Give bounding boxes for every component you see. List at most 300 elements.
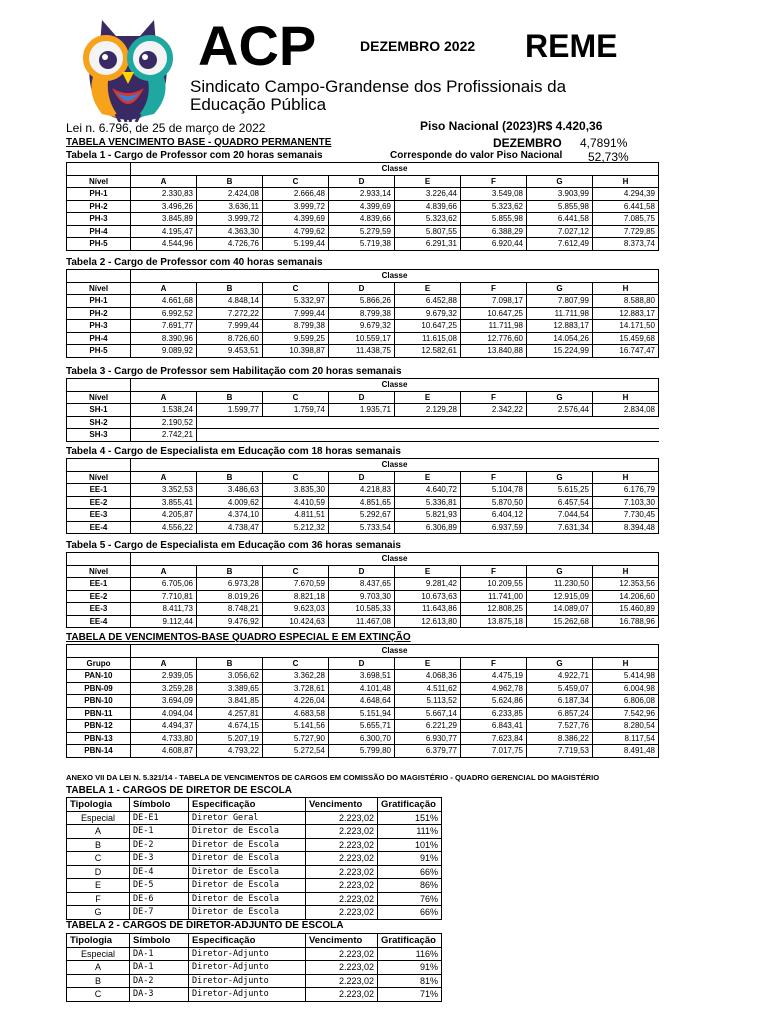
- value-cell: 6.920,44: [461, 238, 527, 251]
- value-cell: 4.218,83: [329, 484, 395, 497]
- value-cell: 6.187,34: [527, 695, 593, 708]
- column-header: D: [329, 657, 395, 670]
- table-row: [67, 295, 659, 308]
- row-label: PH-5: [67, 238, 131, 251]
- value-cell: 8.117,54: [593, 732, 659, 745]
- row-label: SH-3: [67, 429, 131, 442]
- value-cell: 5.866,26: [329, 295, 395, 308]
- column-header: H: [593, 391, 659, 404]
- value-cell: 6.306,89: [395, 521, 461, 534]
- value-cell: 9.453,51: [197, 345, 263, 358]
- diretor-table: [66, 797, 442, 920]
- table-row: [67, 332, 659, 345]
- vencimento-cell: 2.223,02: [306, 974, 378, 988]
- value-cell: 12.808,25: [461, 603, 527, 616]
- classe-header: Classe: [131, 645, 659, 658]
- column-header: E: [395, 282, 461, 295]
- value-cell: 7.098,17: [461, 295, 527, 308]
- value-cell: 3.549,08: [461, 188, 527, 201]
- value-cell: 3.362,28: [263, 670, 329, 683]
- adjunto-table-title: TABELA 2 - CARGOS DE DIRETOR-ADJUNTO DE ESCOLA: [66, 920, 344, 931]
- value-cell: 5.855,98: [527, 200, 593, 213]
- value-cell: 2.330,83: [131, 188, 197, 201]
- value-cell: 16.747,47: [593, 345, 659, 358]
- value-cell: 5.141,56: [263, 720, 329, 733]
- value-cell: 4.475,19: [461, 670, 527, 683]
- tipologia-cell: A: [67, 961, 130, 975]
- lei-reference: Lei n. 6.796, de 25 de março de 2022: [66, 121, 266, 135]
- especificacao-cell: Diretor de Escola: [189, 879, 306, 893]
- value-cell: 5.207,19: [197, 732, 263, 745]
- value-cell: 6.705,06: [131, 578, 197, 591]
- column-header: Símbolo: [130, 798, 189, 812]
- value-cell: 3.636,11: [197, 200, 263, 213]
- value-cell: 3.389,65: [197, 682, 263, 695]
- tipologia-cell: C: [67, 988, 130, 1002]
- value-cell: 4.738,47: [197, 521, 263, 534]
- value-cell: 14.089,07: [527, 603, 593, 616]
- simbolo-cell: DA-2: [130, 974, 189, 988]
- value-cell: 2.129,28: [395, 404, 461, 417]
- value-cell: 6.404,12: [461, 509, 527, 522]
- value-cell: 5.667,14: [395, 707, 461, 720]
- row-label: PBN-13: [67, 732, 131, 745]
- table-row: [67, 947, 442, 961]
- value-cell: 4.962,78: [461, 682, 527, 695]
- column-header: Vencimento: [306, 934, 378, 948]
- table-row: [67, 238, 659, 251]
- tipologia-cell: Especial: [67, 811, 130, 825]
- tipologia-cell: D: [67, 865, 130, 879]
- table-row: [67, 865, 442, 879]
- gratificacao-cell: 66%: [378, 906, 442, 920]
- value-cell: 8.726,60: [197, 332, 263, 345]
- column-header: E: [395, 657, 461, 670]
- piso-value: R$ 4.420,36: [537, 119, 603, 133]
- value-cell: 8.280,54: [593, 720, 659, 733]
- value-cell: 4.851,65: [329, 496, 395, 509]
- value-cell: 7.527,76: [527, 720, 593, 733]
- table-row: [67, 345, 659, 358]
- tipologia-cell: B: [67, 974, 130, 988]
- value-cell: 3.855,41: [131, 496, 197, 509]
- value-cell: 5.655,71: [329, 720, 395, 733]
- value-cell: 8.437,65: [329, 578, 395, 591]
- value-cell: 4.811,51: [263, 509, 329, 522]
- row-label: EE-4: [67, 615, 131, 628]
- value-cell: 11.643,86: [395, 603, 461, 616]
- table-row: [67, 225, 659, 238]
- column-header: F: [461, 471, 527, 484]
- value-cell: 5.870,50: [461, 496, 527, 509]
- value-cell: [461, 416, 527, 429]
- value-cell: 9.089,92: [131, 345, 197, 358]
- value-cell: 3.486,63: [197, 484, 263, 497]
- column-header: C: [263, 175, 329, 188]
- gratificacao-cell: 71%: [378, 988, 442, 1002]
- value-cell: 11.438,75: [329, 345, 395, 358]
- column-header: B: [197, 471, 263, 484]
- column-header: E: [395, 565, 461, 578]
- value-cell: 6.452,88: [395, 295, 461, 308]
- value-cell: 6.992,52: [131, 307, 197, 320]
- value-cell: 8.394,48: [593, 521, 659, 534]
- value-cell: 10.673,63: [395, 590, 461, 603]
- gratificacao-cell: 111%: [378, 825, 442, 839]
- especificacao-cell: Diretor-Adjunto: [189, 974, 306, 988]
- table-row: [67, 416, 659, 429]
- value-cell: 2.424,08: [197, 188, 263, 201]
- vencimento-cell: 2.223,02: [306, 838, 378, 852]
- table-row: [67, 213, 659, 226]
- blank-cell: [67, 553, 131, 566]
- row-head-label: Grupo: [67, 657, 131, 670]
- especificacao-cell: Diretor de Escola: [189, 852, 306, 866]
- column-header: B: [197, 657, 263, 670]
- row-label: PBN-14: [67, 745, 131, 758]
- table-title: Tabela 1 - Cargo de Professor com 20 horas semanais: [66, 150, 323, 161]
- value-cell: [395, 429, 461, 442]
- value-cell: 4.205,87: [131, 509, 197, 522]
- table-title: Tabela 4 - Cargo de Especialista em Educação com 18 horas semanais: [66, 446, 401, 457]
- simbolo-cell: DE-2: [130, 838, 189, 852]
- value-cell: 5.719,38: [329, 238, 395, 251]
- value-cell: 6.004,98: [593, 682, 659, 695]
- classe-header: Classe: [131, 459, 659, 472]
- column-header: F: [461, 391, 527, 404]
- value-cell: 6.857,24: [527, 707, 593, 720]
- tipologia-cell: G: [67, 906, 130, 920]
- column-header: E: [395, 391, 461, 404]
- column-header: Vencimento: [306, 798, 378, 812]
- table-row: [67, 838, 442, 852]
- column-header: F: [461, 657, 527, 670]
- value-cell: 3.226,44: [395, 188, 461, 201]
- value-cell: [461, 429, 527, 442]
- value-cell: 6.441,58: [527, 213, 593, 226]
- especificacao-cell: Diretor de Escola: [189, 865, 306, 879]
- section-title-permanente: TABELA VENCIMENTO BASE - QUADRO PERMANENTE: [66, 137, 332, 148]
- value-cell: 5.151,94: [329, 707, 395, 720]
- table-row: [67, 906, 442, 920]
- value-cell: 11.230,50: [527, 578, 593, 591]
- corresponde-label: Corresponde do valor Piso Nacional: [390, 150, 563, 161]
- column-header: B: [197, 391, 263, 404]
- table-row: [67, 852, 442, 866]
- column-header: G: [527, 565, 593, 578]
- gratificacao-cell: 76%: [378, 892, 442, 906]
- value-cell: 7.085,75: [593, 213, 659, 226]
- value-cell: 8.386,22: [527, 732, 593, 745]
- column-header: C: [263, 657, 329, 670]
- value-cell: 2.190,52: [131, 416, 197, 429]
- vencimento-cell: 2.223,02: [306, 947, 378, 961]
- value-cell: 5.459,07: [527, 682, 593, 695]
- table-row: [67, 811, 442, 825]
- table-row: [67, 720, 659, 733]
- value-cell: 4.363,30: [197, 225, 263, 238]
- value-cell: 13.840,88: [461, 345, 527, 358]
- value-cell: 10.398,87: [263, 345, 329, 358]
- value-cell: 8.390,96: [131, 332, 197, 345]
- table-row: [67, 509, 659, 522]
- column-header: A: [131, 565, 197, 578]
- value-cell: 3.728,61: [263, 682, 329, 695]
- table-row: [67, 707, 659, 720]
- value-cell: 1.599,77: [197, 404, 263, 417]
- value-cell: 7.670,59: [263, 578, 329, 591]
- blank-cell: [67, 379, 131, 392]
- table-row: [67, 429, 659, 442]
- corresponde-value: 52,73%: [588, 150, 629, 164]
- table-title: Tabela 5 - Cargo de Especialista em Educação com 36 horas semanais: [66, 540, 401, 551]
- value-cell: 12.883,17: [593, 307, 659, 320]
- row-label: EE-3: [67, 603, 131, 616]
- sindicato-name: Sindicato Campo-Grandense dos Profissionais da Educação Pública: [190, 77, 567, 114]
- table-row: [67, 521, 659, 534]
- value-cell: 4.226,04: [263, 695, 329, 708]
- value-cell: 2.742,21: [131, 429, 197, 442]
- column-header: C: [263, 282, 329, 295]
- table-row: [67, 988, 442, 1002]
- value-cell: 7.542,96: [593, 707, 659, 720]
- value-cell: 1.538,24: [131, 404, 197, 417]
- value-cell: [593, 429, 659, 442]
- value-cell: 4.556,22: [131, 521, 197, 534]
- value-cell: 8.799,38: [329, 307, 395, 320]
- value-cell: [395, 416, 461, 429]
- gratificacao-cell: 81%: [378, 974, 442, 988]
- value-cell: 4.009,62: [197, 496, 263, 509]
- value-cell: 9.599,25: [263, 332, 329, 345]
- simbolo-cell: DA-3: [130, 988, 189, 1002]
- column-header: H: [593, 565, 659, 578]
- blank-cell: [67, 163, 131, 176]
- value-cell: 7.719,53: [527, 745, 593, 758]
- column-header: Especificação: [189, 798, 306, 812]
- value-cell: 13.875,18: [461, 615, 527, 628]
- vencimento-cell: 2.223,02: [306, 906, 378, 920]
- value-cell: 6.843,41: [461, 720, 527, 733]
- dezembro-label: DEZEMBRO: [493, 136, 562, 150]
- especificacao-cell: Diretor de Escola: [189, 892, 306, 906]
- value-cell: 8.491,48: [593, 745, 659, 758]
- tipologia-cell: B: [67, 838, 130, 852]
- value-cell: [263, 416, 329, 429]
- value-cell: [197, 429, 263, 442]
- column-header: H: [593, 471, 659, 484]
- value-cell: 7.027,12: [527, 225, 593, 238]
- month-title: DEZEMBRO 2022: [360, 38, 476, 54]
- value-cell: 16.788,96: [593, 615, 659, 628]
- salary-table: [66, 162, 659, 251]
- gratificacao-cell: 66%: [378, 865, 442, 879]
- simbolo-cell: DE-4: [130, 865, 189, 879]
- value-cell: 8.373,74: [593, 238, 659, 251]
- value-cell: 2.666,48: [263, 188, 329, 201]
- value-cell: 5.332,97: [263, 295, 329, 308]
- gratificacao-cell: 151%: [378, 811, 442, 825]
- column-header: A: [131, 471, 197, 484]
- value-cell: 15.459,68: [593, 332, 659, 345]
- value-cell: 8.411,73: [131, 603, 197, 616]
- value-cell: 15.460,89: [593, 603, 659, 616]
- value-cell: 4.068,36: [395, 670, 461, 683]
- column-header: Gratificação: [378, 934, 442, 948]
- value-cell: 3.835,30: [263, 484, 329, 497]
- value-cell: 7.807,99: [527, 295, 593, 308]
- value-cell: [329, 429, 395, 442]
- value-cell: 7.710,81: [131, 590, 197, 603]
- value-cell: 5.199,44: [263, 238, 329, 251]
- column-header: B: [197, 282, 263, 295]
- column-header: H: [593, 175, 659, 188]
- value-cell: 4.410,59: [263, 496, 329, 509]
- value-cell: 10.647,25: [461, 307, 527, 320]
- value-cell: 11.741,00: [461, 590, 527, 603]
- gratificacao-cell: 86%: [378, 879, 442, 893]
- row-label: PAN-10: [67, 670, 131, 683]
- value-cell: 4.793,22: [197, 745, 263, 758]
- value-cell: [527, 416, 593, 429]
- column-header: D: [329, 471, 395, 484]
- especificacao-cell: Diretor de Escola: [189, 906, 306, 920]
- value-cell: 6.176,79: [593, 484, 659, 497]
- row-head-label: Nível: [67, 471, 131, 484]
- value-cell: 9.623,03: [263, 603, 329, 616]
- row-head-label: Nível: [67, 175, 131, 188]
- vencimento-cell: 2.223,02: [306, 811, 378, 825]
- value-cell: 5.799,80: [329, 745, 395, 758]
- salary-table: [66, 552, 659, 628]
- vencimento-cell: 2.223,02: [306, 825, 378, 839]
- vencimento-cell: 2.223,02: [306, 961, 378, 975]
- value-cell: 5.113,52: [395, 695, 461, 708]
- value-cell: 5.279,59: [329, 225, 395, 238]
- value-cell: 3.999,72: [263, 200, 329, 213]
- blank-cell: [67, 270, 131, 283]
- column-header: D: [329, 391, 395, 404]
- table-row: [67, 670, 659, 683]
- value-cell: 12.582,61: [395, 345, 461, 358]
- value-cell: 12.883,17: [527, 320, 593, 333]
- vencimento-cell: 2.223,02: [306, 988, 378, 1002]
- value-cell: 1.759,74: [263, 404, 329, 417]
- value-cell: 6.291,31: [395, 238, 461, 251]
- tipologia-cell: C: [67, 852, 130, 866]
- value-cell: 4.374,10: [197, 509, 263, 522]
- row-label: EE-4: [67, 521, 131, 534]
- table-row: [67, 603, 659, 616]
- value-cell: 3.841,85: [197, 695, 263, 708]
- simbolo-cell: DE-1: [130, 825, 189, 839]
- value-cell: 14.171,50: [593, 320, 659, 333]
- column-header: Gratificação: [378, 798, 442, 812]
- table-row: [67, 307, 659, 320]
- table-row: [67, 496, 659, 509]
- value-cell: 14.206,60: [593, 590, 659, 603]
- value-cell: 4.257,81: [197, 707, 263, 720]
- table-row: [67, 682, 659, 695]
- value-cell: 5.414,98: [593, 670, 659, 683]
- especificacao-cell: Diretor-Adjunto: [189, 988, 306, 1002]
- value-cell: 12.353,56: [593, 578, 659, 591]
- blank-cell: [67, 459, 131, 472]
- vencimento-cell: 2.223,02: [306, 865, 378, 879]
- column-header: D: [329, 565, 395, 578]
- adjunto-table: [66, 933, 442, 1002]
- column-header: A: [131, 657, 197, 670]
- row-label: PH-2: [67, 307, 131, 320]
- value-cell: 6.457,54: [527, 496, 593, 509]
- value-cell: 6.937,59: [461, 521, 527, 534]
- reme-title: REME: [525, 28, 618, 64]
- value-cell: 4.399,69: [329, 200, 395, 213]
- value-cell: 12.613,80: [395, 615, 461, 628]
- row-label: PH-2: [67, 200, 131, 213]
- table-row: [67, 188, 659, 201]
- row-label: PH-4: [67, 225, 131, 238]
- table-row: [67, 961, 442, 975]
- value-cell: 4.683,58: [263, 707, 329, 720]
- value-cell: 7.103,30: [593, 496, 659, 509]
- table-row: [67, 200, 659, 213]
- value-cell: 4.195,47: [131, 225, 197, 238]
- column-header: Tipologia: [67, 798, 130, 812]
- value-cell: 7.272,22: [197, 307, 263, 320]
- table-row: [67, 320, 659, 333]
- value-cell: 12.776,60: [461, 332, 527, 345]
- classe-header: Classe: [131, 553, 659, 566]
- tipologia-cell: F: [67, 892, 130, 906]
- value-cell: 3.259,28: [131, 682, 197, 695]
- value-cell: 5.624,86: [461, 695, 527, 708]
- value-cell: 7.730,45: [593, 509, 659, 522]
- row-label: SH-1: [67, 404, 131, 417]
- simbolo-cell: DE-5: [130, 879, 189, 893]
- value-cell: 4.399,69: [263, 213, 329, 226]
- value-cell: 3.999,72: [197, 213, 263, 226]
- value-cell: 4.094,04: [131, 707, 197, 720]
- value-cell: 10.585,33: [329, 603, 395, 616]
- row-label: PH-5: [67, 345, 131, 358]
- column-header: A: [131, 391, 197, 404]
- row-label: PBN-10: [67, 695, 131, 708]
- value-cell: 11.615,08: [395, 332, 461, 345]
- value-cell: 11.711,98: [527, 307, 593, 320]
- value-cell: 10.424,63: [263, 615, 329, 628]
- value-cell: 7.691,77: [131, 320, 197, 333]
- row-label: PH-4: [67, 332, 131, 345]
- value-cell: 3.352,53: [131, 484, 197, 497]
- value-cell: 4.733,80: [131, 732, 197, 745]
- row-label: EE-3: [67, 509, 131, 522]
- table-row: [67, 974, 442, 988]
- especificacao-cell: Diretor-Adjunto: [189, 961, 306, 975]
- column-header: H: [593, 282, 659, 295]
- value-cell: 4.544,96: [131, 238, 197, 251]
- row-label: PH-3: [67, 320, 131, 333]
- value-cell: 4.640,72: [395, 484, 461, 497]
- column-header: G: [527, 391, 593, 404]
- value-cell: 6.233,85: [461, 707, 527, 720]
- value-cell: 8.799,38: [263, 320, 329, 333]
- table-title: Tabela 2 - Cargo de Professor com 40 horas semanais: [66, 257, 323, 268]
- classe-header: Classe: [131, 379, 659, 392]
- value-cell: 4.922,71: [527, 670, 593, 683]
- value-cell: 9.112,44: [131, 615, 197, 628]
- salary-table: [66, 378, 659, 442]
